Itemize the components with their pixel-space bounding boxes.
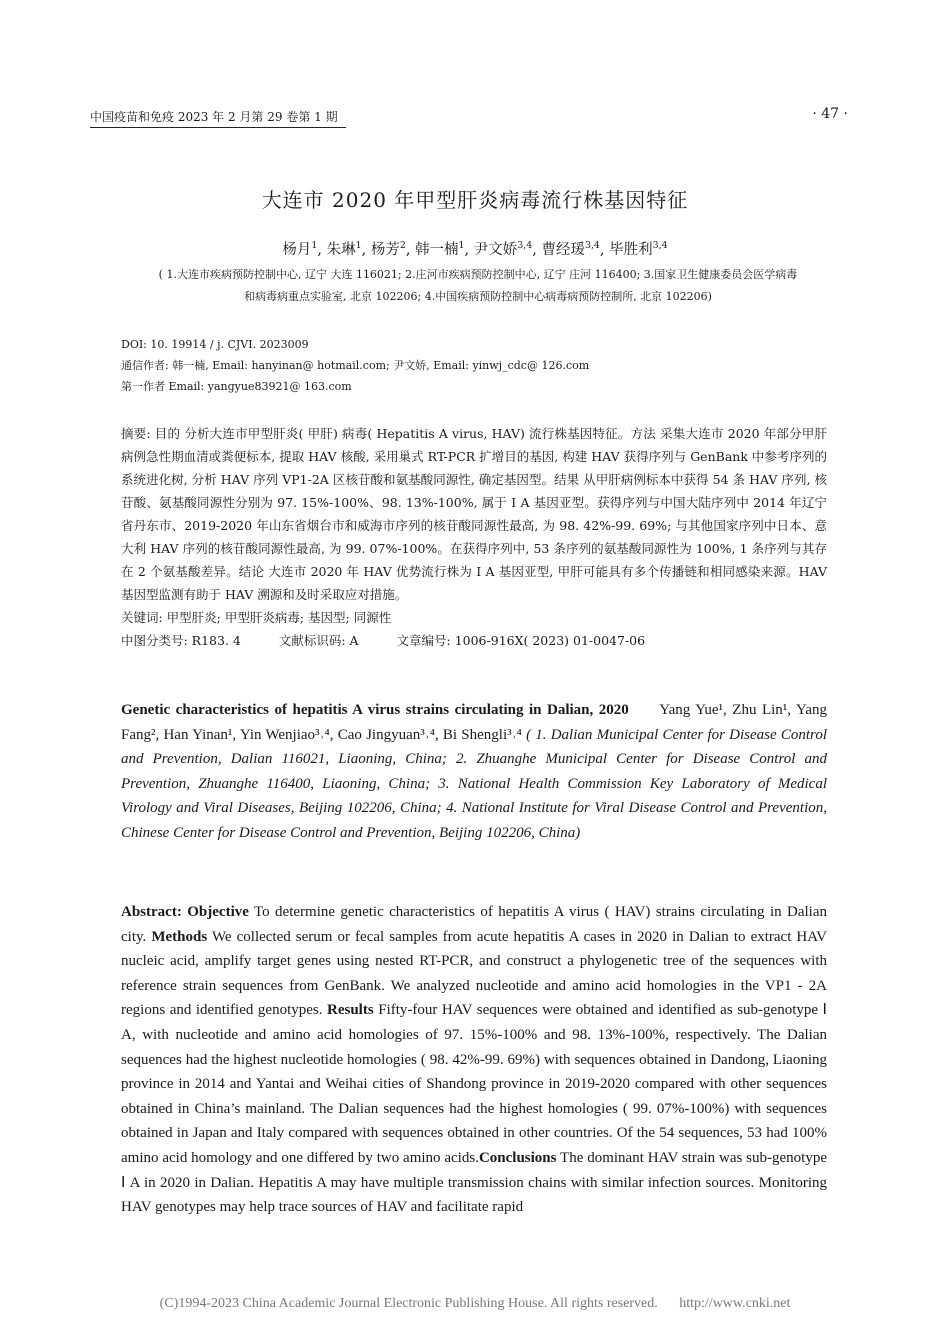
english-title-block: [121, 698, 827, 845]
author-affiliation-mark: 1: [355, 240, 362, 252]
journal-info: 中国疫苗和免疫 2023 年 2 月第 29 卷第 1 期: [90, 108, 346, 128]
results-label: Results: [327, 1002, 374, 1019]
author: 尹文娇: [473, 242, 518, 258]
first-author-email: 第一作者 Email: yangyue83921@ 163.com: [121, 380, 352, 393]
objective-label: Objective: [187, 904, 249, 920]
chinese-keywords: 关键词: 甲型肝炎; 甲型肝炎病毒; 基因型; 同源性: [121, 610, 392, 625]
conclusions-label: Conclusions: [478, 1149, 557, 1166]
chinese-abstract-text: 摘要: 目的 分析大连市甲型肝炎( 甲肝) 病毒( Hepatitis A virus, HAV) 流行株基因特征。方法 采集大连市 2020 年部分甲肝病例急性期血清或粪便标本, 提取 HAV 核酸, 采用巢式 RT-PCR 扩增目的基因, 构建 HAV 获得序列与 GenBank 中参考序列的系统进化树, 分析 HAV 序列 VP1-2A 区核苷酸和氨基酸同源性, 确定基因型。结果 从甲肝病例标本中获得 54 条 HAV 序列, 核苷酸、氨基酸同源性分别为 97. 15%-100%、98. 13%-100%, 属于 Ⅰ A 基因亚型。获得序列与中国大陆序列中 2014 年辽宁省丹东市、2019-2020 年山东省烟台市和威海市序列的核苷酸同源性最高, 为 98. 42%-99. 69%; 与其他国家序列中日本、意大利 HAV 序列的核苷酸同源性最高, 为 99. 07%-100%。在获得序列中, 53 条序列的氨基酸同源性为 100%, 1 条序列与其存在 2 个氨基酸差异。结论 大连市 2020 年 HAV 优势流行株为 Ⅰ A 基因亚型, 甲肝可能具有多个传播链和相同感染来源。HAV 基因型监测有助于 HAV 溯源和及时采取应对措施。: [121, 426, 827, 602]
author-affiliation-mark: 1: [458, 240, 465, 252]
english-abstract: [121, 900, 827, 1220]
footer-url[interactable]: http://www.cnki.net: [679, 1296, 791, 1311]
author-affiliation-mark: 1: [311, 240, 318, 252]
methods-label: Methods: [151, 928, 208, 945]
copyright-text: (C)1994-2023 China Academic Journal Electronic Publishing House. All rights reserved.: [159, 1296, 658, 1311]
author-affiliation-mark: 3,4: [517, 240, 533, 252]
chinese-abstract: [121, 422, 827, 652]
author: 毕胜利: [609, 242, 653, 258]
english-affiliations: ( 1. Dalian Municipal Center for Disease Control and Prevention, Dalian 116021, Liaoning, China; 2. Zhuanghe Municipal Center for Disease Control and Prevention, Zhuanghe 116400, Liaoning, China; 3. National Health Commission Key Laboratory of Medical Virology and Viral Diseases, Beijing 102206, China; 4. National Institute for Viral Disease Control and Prevention, Chinese Center for Disease Control and Prevention, Beijing 102206, China): [121, 726, 827, 841]
page-number: · 47 ·: [812, 106, 848, 122]
corresponding-author: 通信作者: 韩一楠, Email: hanyinan@ hotmail.com; 尹文娇, Email: yinwj_cdc@ 126.com: [121, 359, 590, 372]
clc-number: 中图分类号: R183. 4: [121, 633, 241, 648]
affiliations: [110, 264, 846, 308]
copyright-footer: [0, 1296, 950, 1312]
author-affiliation-mark: 3,4: [652, 240, 668, 252]
document-code: 文献标识码: A: [278, 633, 359, 648]
article-number: 文章编号: 1006-916X( 2023) 01-0047-06: [396, 633, 646, 648]
classification-line: [121, 629, 827, 652]
author: 杨月: [282, 242, 312, 258]
article-title: 大连市 2020 年甲型肝炎病毒流行株基因特征: [261, 188, 689, 212]
author-affiliation-mark: 3,4: [584, 240, 600, 252]
article-meta: [121, 334, 589, 397]
author: 朱琳: [326, 242, 356, 258]
abstract-label: Abstract:: [121, 904, 182, 920]
english-title: Genetic characteristics of hepatitis A virus strains circulating in Dalian, 2020: [121, 702, 629, 718]
objective-text: To determine genetic characteristics of hepatitis A virus ( HAV) strains circulating in Dalian city.: [121, 904, 828, 945]
author-list: 杨月$^1$, 朱琳$^1$, 杨芳$^2$, 韩一楠$^1$, 尹文娇$^{3,4}$, 曹经瑗$^{3,4}$, 毕胜利$^{3,4}$: [282, 240, 668, 258]
running-header: [90, 106, 848, 128]
affiliation-line: 和病毒病重点实验室, 北京 102206; 4.中国疾病预防控制中心病毒病预防控制所, 北京 102206): [244, 290, 712, 303]
methods-text: We collected serum or fecal samples from acute hepatitis A cases in 2020 in Dalian to extract HAV nucleic acid, amplify target genes using nested RT-PCR, and construct a phylogenetic tree of the sequences with reference strain sequences from GenBank. We analyzed nucleotide and amino acid homologies in the VP1 - 2A regions and identified genotypes.: [121, 928, 827, 1019]
author-affiliation-mark: 2: [399, 240, 406, 252]
doi: DOI: 10. 19914 / j. CJVI. 2023009: [121, 338, 309, 351]
conclusions-text: The dominant HAV strain was sub-genotype Ⅰ A in 2020 in Dalian. Hepatitis A may have multiple transmission chains with similar infection sources. Monitoring HAV genotypes may help trace sources of HAV and facilitate rapid: [121, 1149, 827, 1216]
results-text: Fifty-four HAV sequences were obtained and identified as sub-genotype Ⅰ A, with nucleotide and amino acid homologies of 97. 15%-100% and 98. 13%-100%, respectively. The Dalian sequences had the highest nucleotide homologies ( 98. 42%-99. 69%) with sequences obtained in Dandong, Liaoning province in 2014 and Yantai and Weihai cities of Shandong province in 2019-2020 compared with other sequences obtained in China’s mainland. The Dalian sequences had the highest homologies ( 99. 07%-100%) with sequences obtained in Japan and Italy compared with sequences obtained in other countries. Of the 54 sequences, 53 had 100% amino acid homology and one differed by two amino acids.: [121, 1002, 827, 1166]
english-authors: Yang Yue¹, Zhu Lin¹, Yang Fang², Han Yinan¹, Yin Wenjiao³˒⁴, Cao Jingyuan³˒⁴, Bi Shengli³˒⁴: [121, 702, 827, 743]
affiliation-line: ( 1.大连市疾病预防控制中心, 辽宁 大连 116021; 2.庄河市疾病预防控制中心, 辽宁 庄河 116400; 3.国家卫生健康委员会医学病毒: [158, 268, 798, 281]
author: 杨芳: [370, 242, 400, 258]
author: 韩一楠: [415, 242, 459, 258]
author: 曹经瑗: [541, 242, 585, 258]
